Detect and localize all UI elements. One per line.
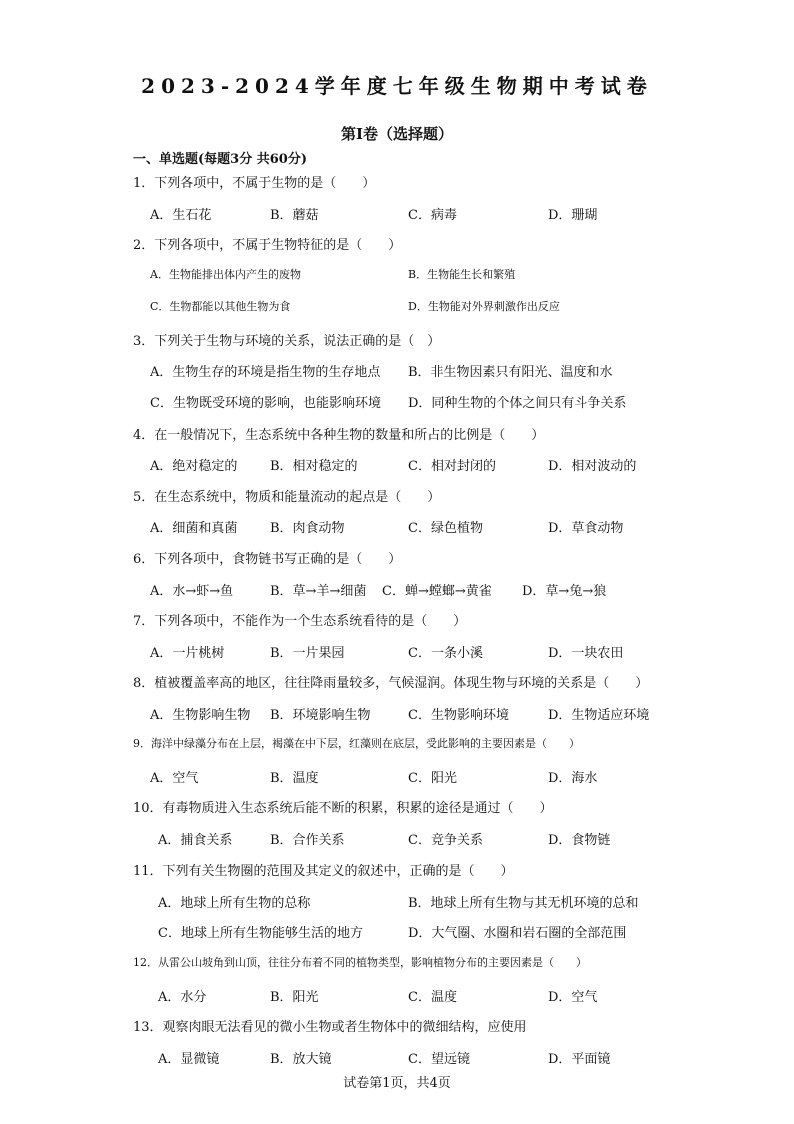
answer-option: B．温度 [270,771,319,786]
answer-option: A．生物影响生物 [150,708,251,723]
page-footer: 试卷第1页，共4页 [343,1076,451,1091]
answer-option: A．生物能排出体内产生的废物 [150,268,301,281]
answer-option: C．生物既受环境的影响，也能影响环境 [150,396,381,411]
answer-option: C．温度 [408,990,457,1005]
answer-option: B．生物能生长和繁殖 [408,268,516,281]
question-stem: 11．下列有关生物圈的范围及其定义的叙述中，正确的是（ ） [133,864,514,879]
question-stem: 2．下列各项中，不属于生物特征的是（ ） [133,238,402,253]
answer-option: A．显微镜 [158,1052,220,1067]
answer-option: A．细菌和真菌 [150,521,238,536]
question-stem: 12．从雷公山坡角到山顶，往往分布着不同的植物类型，影响植物分布的主要因素是（ ） [133,956,587,969]
answer-option: A．空气 [150,771,199,786]
answer-option: B．肉食动物 [270,521,345,536]
answer-option: A．水→虾→鱼 [150,584,234,599]
answer-option: D．生物适应环境 [548,708,650,723]
answer-option: C．望远镜 [408,1052,470,1067]
answer-option: C．竞争关系 [408,833,483,848]
answer-option: C．生物都能以其他生物为食 [150,300,291,313]
answer-option: D．空气 [548,990,598,1005]
answer-option: D．海水 [548,771,598,786]
answer-option: C．蝉→螳螂→黄雀 [382,584,492,599]
answer-option: D．食物链 [548,833,611,848]
answer-option: D．大气圈、水圈和岩石圈的全部范围 [408,926,627,941]
answer-option: B．相对稳定的 [270,459,358,474]
answer-option: B．放大镜 [270,1052,332,1067]
answer-option: C．病毒 [408,208,457,223]
answer-option: A．生石花 [150,208,212,223]
answer-option: B．合作关系 [270,833,345,848]
answer-option: A．绝对稳定的 [150,459,238,474]
answer-option: D．生物能对外界刺激作出反应 [408,300,560,313]
answer-option: C．绿色植物 [408,521,483,536]
question-stem: 6．下列各项中，食物链书写正确的是（ ） [133,552,402,567]
answer-option: B．非生物因素只有阳光、温度和水 [408,365,613,380]
answer-option: D．珊瑚 [548,208,598,223]
question-stem: 13．观察肉眼无法看见的微小生物或者生物体中的微细结构，应使用 [133,1020,527,1035]
section-title: 第I卷（选择题） [340,125,454,143]
page-title: 2023-2024学年度七年级生物期中考试卷 [141,74,653,98]
answer-option: A．水分 [158,990,207,1005]
answer-option: D．相对波动的 [548,459,637,474]
answer-option: B．蘑菇 [270,208,319,223]
question-stem: 1．下列各项中，不属于生物的是（ ） [133,176,376,191]
answer-option: A．捕食关系 [158,833,233,848]
question-stem: 7．下列各项中，不能作为一个生态系统看待的是（ ） [133,614,467,629]
part-heading: 一、单选题(每题3分 共60分) [133,152,307,167]
question-stem: 3．下列关于生物与环境的关系，说法正确的是（ ） [133,334,441,349]
answer-option: B．一片果园 [270,646,345,661]
question-stem: 10．有毒物质进入生态系统后能不断的积累，积累的途径是通过（ ） [133,801,553,816]
answer-option: D．草→兔→狼 [522,584,607,599]
answer-option: B．草→羊→细菌 [270,584,367,599]
answer-option: C．阳光 [408,771,457,786]
answer-option: D．同种生物的个体之间只有斗争关系 [408,396,627,411]
question-stem: 5．在生态系统中，物质和能量流动的起点是（ ） [133,490,441,505]
answer-option: A．一片桃树 [150,646,225,661]
answer-option: B．环境影响生物 [270,708,371,723]
answer-option: A．生物生存的环境是指生物的生存地点 [150,365,381,380]
answer-option: B．地球上所有生物与其无机环境的总和 [408,896,639,911]
answer-option: B．阳光 [270,990,319,1005]
answer-option: D．一块农田 [548,646,624,661]
answer-option: C．生物影响环境 [408,708,509,723]
question-stem: 4．在一般情况下，生态系统中各种生物的数量和所占的比例是（ ） [133,428,545,443]
answer-option: C．地球上所有生物能够生活的地方 [158,926,363,941]
answer-option: C．相对封闭的 [408,459,496,474]
answer-option: D．平面镜 [548,1052,611,1067]
answer-option: A．地球上所有生物的总称 [158,896,311,911]
question-stem: 8．植被覆盖率高的地区，往往降雨量较多，气候湿润。体现生物与环境的关系是（ ） [133,676,649,691]
answer-option: D．草食动物 [548,521,624,536]
question-stem: 9．海洋中绿藻分布在上层，褐藻在中下层，红藻则在底层，受此影响的主要因素是（ ） [133,737,580,750]
answer-option: C．一条小溪 [408,646,483,661]
